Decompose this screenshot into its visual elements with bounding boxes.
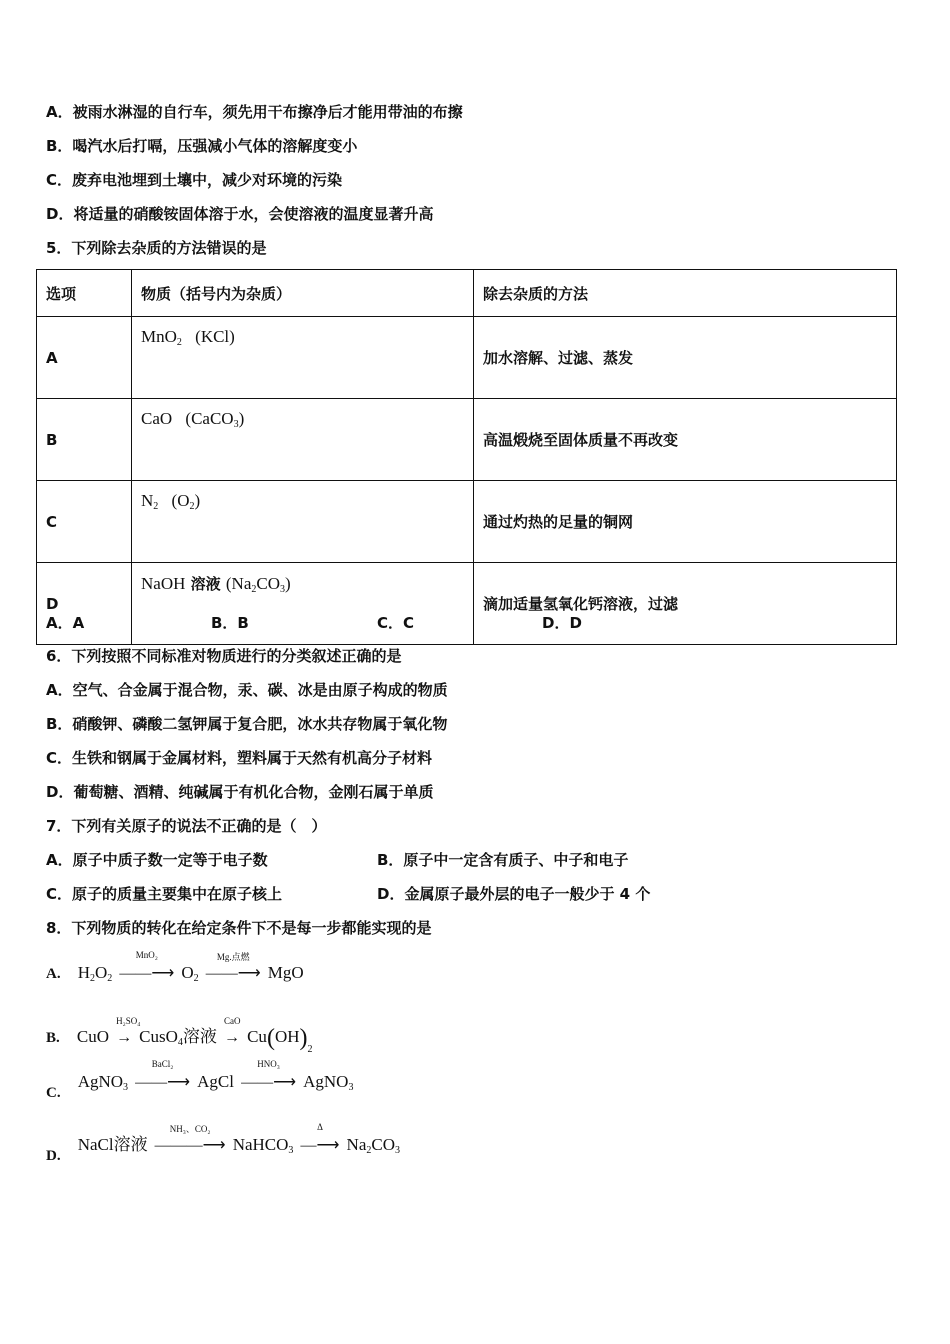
- impurity: $(O_2)$: [171, 491, 201, 512]
- intermediate: CusO$_4$溶液: [139, 1027, 217, 1048]
- impurity: (CaCO$_3$): [185, 409, 245, 430]
- option-label: B.: [46, 1030, 60, 1046]
- product: AgNO$_3$: [303, 1072, 354, 1093]
- method-cell: 高温煅烧至固体质量不再改变: [474, 399, 897, 481]
- main-substance: CaO: [141, 409, 173, 428]
- main-substance: MnO$_2$: [141, 327, 182, 348]
- reactant: NaCl溶液: [77, 1135, 148, 1154]
- method-cell: 滴加适量氢氧化钙溶液，过滤: [474, 563, 897, 645]
- q5-answer-a: A．A: [46, 614, 85, 632]
- header-substance: 物质（括号内为杂质）: [132, 270, 474, 317]
- reaction-arrow: BaCl₂ ——⟶: [135, 1059, 191, 1091]
- q7-option-d: D．金属原子最外层的电子一般少于 4 个: [377, 885, 651, 903]
- q5-answer-c: C．C: [377, 614, 415, 632]
- option-label: D.: [46, 1148, 61, 1164]
- q7-option-a: A．原子中质子数一定等于电子数: [46, 851, 268, 869]
- q8-reaction-d: [46, 1122, 400, 1164]
- main-substance: $N_2$: [141, 491, 159, 512]
- reactant: $H_2O_2$: [77, 963, 113, 984]
- product: $Cu(OH)_2$: [247, 1025, 313, 1055]
- option-label: A.: [46, 966, 61, 982]
- intermediate: AgCl: [197, 1072, 234, 1091]
- method-cell: 加水溶解、过滤、蒸发: [474, 317, 897, 399]
- header-option: 选项: [37, 270, 132, 317]
- table-row: [37, 399, 897, 481]
- product: $Na_2CO_3$: [346, 1135, 400, 1156]
- solution-label: 溶液: [190, 575, 221, 593]
- q4-option-a: A．被雨水淋湿的自行车，须先用干布擦净后才能用带油的布擦: [46, 103, 463, 121]
- q4-option-b: B．喝汽水后打嗝，压强减小气体的溶解度变小: [46, 137, 358, 155]
- q7-option-b: B．原子中一定含有质子、中子和电子: [377, 851, 629, 869]
- product: MgO: [267, 963, 304, 982]
- option-label: C.: [46, 1085, 61, 1101]
- q5-answer-b: B．B: [211, 614, 249, 632]
- main-substance: NaOH: [141, 574, 186, 593]
- reaction-arrow: NH₃、CO₂ ———⟶: [154, 1124, 226, 1154]
- row-label: C: [37, 481, 132, 563]
- impurity: $(Na_2CO_3)$: [225, 574, 291, 595]
- reaction-arrow: MnO₂ ——⟶: [119, 950, 175, 982]
- reaction-arrow: Δ —⟶: [300, 1122, 340, 1154]
- q7-stem: 7．下列有关原子的说法不正确的是（ ）: [46, 817, 327, 835]
- table-header-row: [37, 270, 897, 317]
- q8-reaction-a: [46, 950, 304, 984]
- intermediate: NaHCO$_3$: [232, 1135, 294, 1156]
- q5-table: [36, 269, 897, 645]
- reactant: CuO: [76, 1027, 109, 1046]
- method-cell: 通过灼热的足量的铜网: [474, 481, 897, 563]
- q5-stem: 5．下列除去杂质的方法错误的是: [46, 239, 267, 257]
- intermediate: $O_2$: [181, 963, 199, 984]
- reactant: AgNO$_3$: [77, 1072, 129, 1093]
- row-label: D: [37, 563, 132, 645]
- header-method: 除去杂质的方法: [474, 270, 897, 317]
- q6-option-d: D．葡萄糖、酒精、纯碱属于有机化合物，金刚石属于单质: [46, 783, 434, 801]
- q6-option-a: A．空气、合金属于混合物，汞、碳、冰是由原子构成的物质: [46, 681, 448, 699]
- row-label: A: [37, 317, 132, 399]
- substance-cell: [132, 563, 474, 645]
- reaction-arrow: HNO₃ ——⟶: [241, 1059, 297, 1091]
- impurity: (KCl): [195, 327, 235, 346]
- reaction-arrow: CaO →: [224, 1016, 241, 1046]
- table-row: [37, 317, 897, 399]
- q7-option-c: C．原子的质量主要集中在原子核上: [46, 885, 283, 903]
- q4-option-d: D．将适量的硝酸铵固体溶于水，会使溶液的温度显著升高: [46, 205, 434, 223]
- table-row: [37, 481, 897, 563]
- q4-option-c: C．废弃电池埋到土壤中，减少对环境的污染: [46, 171, 343, 189]
- q6-stem: 6．下列按照不同标准对物质进行的分类叙述正确的是: [46, 647, 402, 665]
- reaction-arrow: Mg.点燃 ——⟶: [205, 952, 261, 982]
- q5-answer-d: D．D: [542, 614, 582, 632]
- q8-stem: 8．下列物质的转化在给定条件下不是每一步都能实现的是: [46, 919, 432, 937]
- q6-option-c: C．生铁和钢属于金属材料，塑料属于天然有机高分子材料: [46, 749, 433, 767]
- substance-cell: [132, 399, 474, 481]
- q6-option-b: B．硝酸钾、磷酸二氢钾属于复合肥，冰水共存物属于氧化物: [46, 715, 448, 733]
- q8-reaction-c: [46, 1059, 354, 1101]
- substance-cell: [132, 317, 474, 399]
- q8-reaction-b: [46, 1016, 313, 1055]
- substance-cell: [132, 481, 474, 563]
- row-label: B: [37, 399, 132, 481]
- table-row: [37, 563, 897, 645]
- reaction-arrow: H₂SO₄ →: [116, 1016, 141, 1046]
